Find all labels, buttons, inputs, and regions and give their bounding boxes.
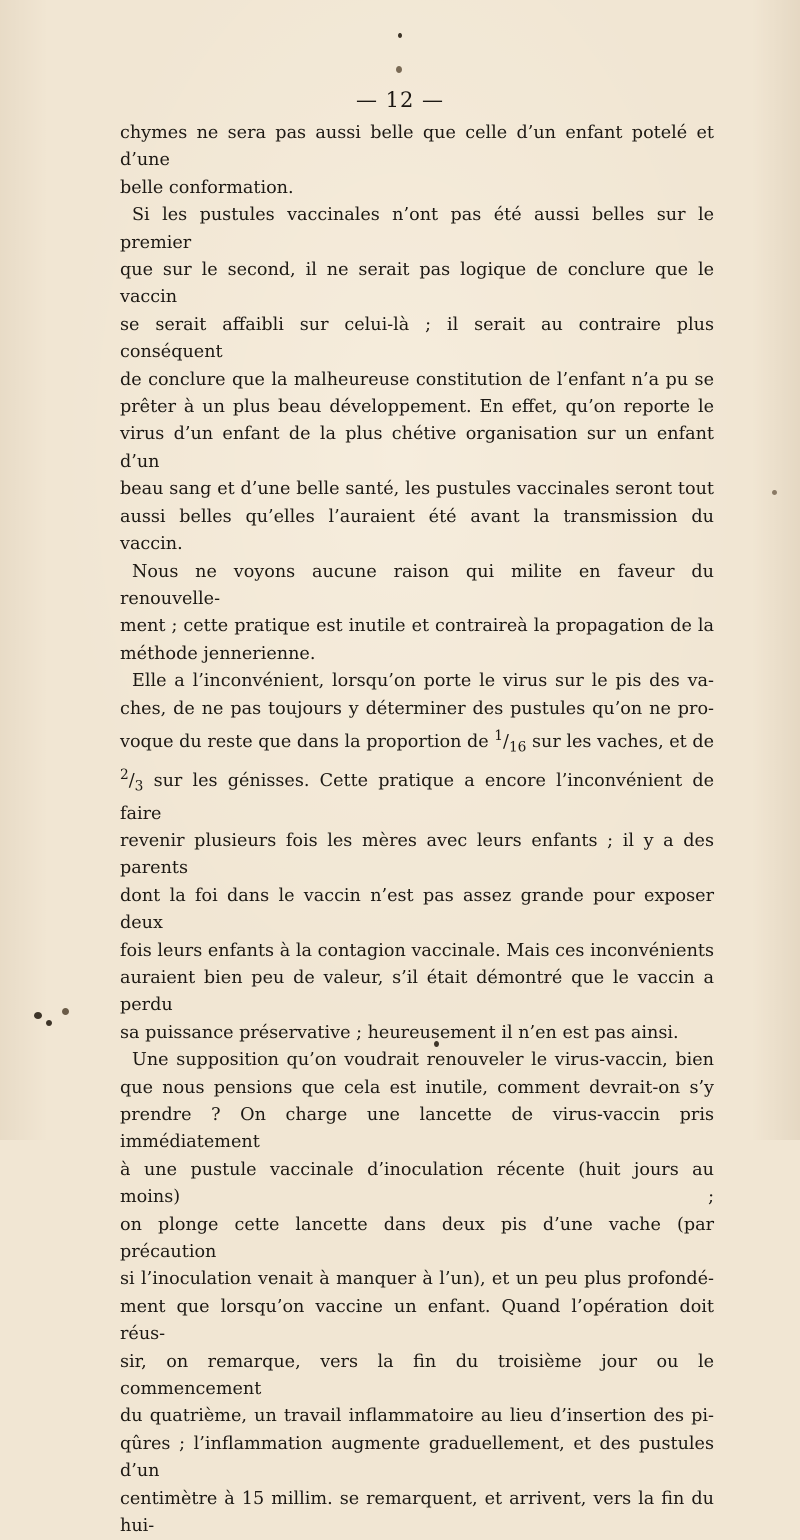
text-fragment: voque du reste que dans la proportion de	[120, 731, 495, 752]
ink-spot	[398, 33, 402, 38]
text-line: beau sang et d’une belle santé, les pustules vaccinales seront tout	[120, 479, 714, 500]
ink-spot	[396, 66, 402, 73]
text-line: de conclure que la malheureuse constitution de l’enfant n’a pu se	[120, 369, 714, 390]
text-line: auraient bien peu de valeur, s’il était démontré que le vaccin a perdu	[120, 967, 714, 1016]
text-line: sir, on remarque, vers la fin du troisième jour ou le commencement	[120, 1351, 714, 1400]
text-fragment: sur les vaches, et de	[526, 731, 715, 752]
text-line: ment que lorsqu’on vaccine un enfant. Quand l’opération doit réus-	[120, 1296, 714, 1345]
text-line: sa puissance préservative ; heureusement il n’en est pas ainsi.	[120, 1022, 679, 1043]
text-line: si l’inoculation venait à manquer à l’un), et un peu plus profondé-	[120, 1269, 714, 1290]
text-line: ches, de ne pas toujours y déterminer des pustules qu’on ne pro-	[120, 698, 714, 719]
text-line: Elle a l’inconvénient, lorsqu’on porte le virus sur le pis des va-	[132, 671, 714, 692]
text-line: revenir plusieurs fois les mères avec leurs enfants ; il y a des parents	[120, 830, 714, 879]
text-line: aussi belles qu’elles l’auraient été avant la transmission du vaccin.	[120, 506, 714, 555]
text-line: dont la foi dans le vaccin n’est pas assez grande pour exposer deux	[120, 885, 714, 934]
text-line: du quatrième, un travail inflammatoire au lieu d’insertion des pi-	[120, 1406, 714, 1427]
text-line: qûres ; l’inflammation augmente graduellement, et des pustules d’un	[120, 1433, 714, 1482]
page-number: — 12 —	[355, 88, 445, 112]
text-line: $^2/_3$ sur les génisses. Cette pratique a encore l’inconvénient de faire	[120, 766, 714, 824]
body-text	[120, 120, 714, 1540]
text-line: voque du reste que dans la proportion de $^1/_{16}$ sur les vaches, et de	[120, 727, 715, 756]
paragraph	[120, 559, 714, 669]
text-line: centimètre à 15 millim. se remarquent, et arrivent, vers la fin du hui-	[120, 1488, 714, 1537]
text-line: que nous pensions que cela est inutile, comment devrait-on s’y	[120, 1077, 714, 1098]
paragraph	[120, 668, 714, 1047]
ink-spot	[62, 1008, 69, 1015]
fraction-denominator: 3	[134, 778, 144, 795]
text-fragment: sur les génisses. Cette pratique a encore l’inconvénient de faire	[120, 770, 714, 824]
text-line: Nous ne voyons aucune raison qui milite en faveur du renouvelle-	[120, 561, 714, 609]
paragraph	[120, 202, 714, 558]
fraction-denominator: 16	[508, 739, 527, 756]
text-line: fois leurs enfants à la contagion vaccinale. Mais ces inconvénients	[120, 940, 714, 961]
paragraph	[120, 1047, 714, 1540]
text-line: prêter à un plus beau développement. En effet, qu’on reporte le	[120, 397, 714, 418]
fraction-numerator: 2	[120, 766, 129, 783]
fraction-numerator: 1	[494, 727, 503, 744]
text-line: Une supposition qu’on voudrait renouveler le virus-vaccin, bien	[132, 1050, 714, 1071]
text-line: chymes ne sera pas aussi belle que celle d’un enfant potelé et d’une	[120, 123, 714, 171]
ink-spot	[772, 490, 777, 495]
text-line: ment ; cette pratique est inutile et contraireà la propagation de la	[120, 616, 714, 637]
text-line: que sur le second, il ne serait pas logique de conclure que le vaccin	[120, 260, 714, 308]
text-line: virus d’un enfant de la plus chétive organisation sur un enfant d’un	[120, 424, 714, 472]
ink-spot	[34, 1012, 42, 1019]
text-line: Si les pustules vaccinales n’ont pas été aussi belles sur le premier	[120, 205, 714, 253]
text-line: se serait affaibli sur celui-là ; il serait au contraire plus conséquent	[120, 314, 714, 363]
text-line: à une pustule vaccinale d’inoculation récente (huit jours au moins) ;	[120, 1159, 714, 1208]
text-line: on plonge cette lancette dans deux pis d’une vache (par précaution	[120, 1214, 714, 1262]
paragraph	[120, 120, 714, 202]
text-line: méthode jennerienne.	[120, 643, 316, 664]
text-line: prendre ? On charge une lancette de virus-vaccin pris immédiatement	[120, 1104, 714, 1153]
ink-spot	[46, 1020, 52, 1026]
text-line: belle conformation.	[120, 177, 294, 198]
